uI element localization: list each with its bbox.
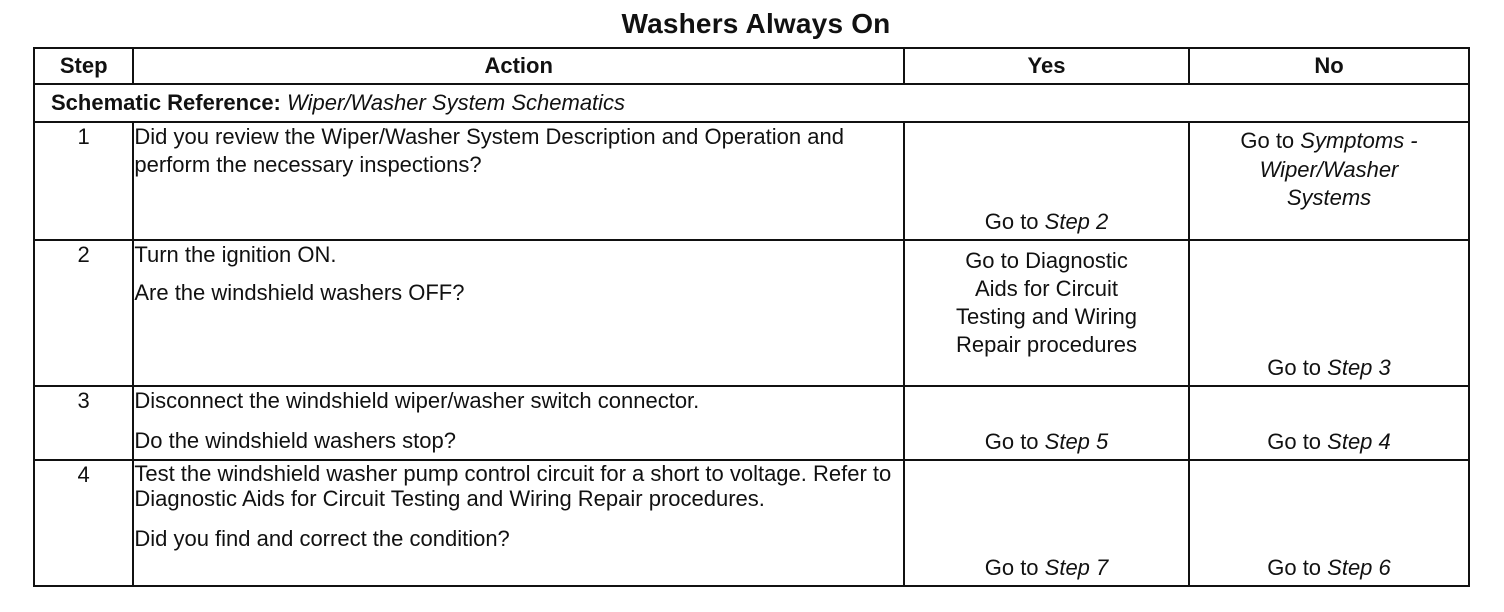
no-cell xyxy=(1189,240,1469,386)
table-row xyxy=(34,122,1469,240)
action-question: Did you find and correct the condition? xyxy=(134,525,510,551)
step-number: 4 xyxy=(34,460,133,586)
yes-cell xyxy=(904,122,1189,240)
action-question: Do the windshield washers stop? xyxy=(134,427,456,453)
step-number: 2 xyxy=(34,240,133,386)
action-text: Turn the ignition ON. xyxy=(134,242,337,267)
no-prefix: Go to xyxy=(1267,354,1328,380)
action-question: Are the windshield washers OFF? xyxy=(134,279,465,305)
no-step-ref: Step 6 xyxy=(1327,554,1391,580)
yes-step-ref: Step 7 xyxy=(1044,554,1109,580)
schematic-reference xyxy=(34,84,1469,122)
no-cell xyxy=(1189,122,1469,240)
no-prefix: Go to xyxy=(1267,428,1328,454)
yes-step-ref: Step 5 xyxy=(1044,428,1109,454)
yes-step-ref: Step 2 xyxy=(1044,208,1109,234)
yes-prefix: Go to xyxy=(984,208,1045,234)
header-step: Step xyxy=(34,48,133,84)
no-instruction xyxy=(1190,354,1468,382)
no-ref-line: Symptoms - xyxy=(1300,128,1418,153)
no-step-ref: Step 4 xyxy=(1327,428,1391,454)
action-cell xyxy=(133,386,904,460)
yes-instruction xyxy=(905,208,1188,236)
table-row xyxy=(34,240,1469,386)
yes-prefix: Go to xyxy=(984,428,1045,454)
yes-prefix: Go to xyxy=(984,554,1045,580)
no-cell xyxy=(1189,460,1469,586)
yes-instruction xyxy=(905,428,1188,456)
schematic-reference-label: Schematic Reference: xyxy=(51,90,281,116)
no-instruction xyxy=(1190,127,1468,213)
yes-instruction xyxy=(905,247,1188,360)
yes-line: Testing and Wiring xyxy=(956,304,1137,330)
no-instruction xyxy=(1190,428,1468,456)
schematic-reference-value: Wiper/Washer System Schematics xyxy=(287,90,626,116)
diagnostic-table xyxy=(33,47,1470,587)
action-text: Test the windshield washer pump control circuit for a short to voltage. Refer to Diagnostic Aids for Circuit Testing and Wiring Repair procedures. xyxy=(134,461,892,512)
step-number: 3 xyxy=(34,386,133,460)
page-title: Washers Always On xyxy=(621,8,891,39)
header-no: No xyxy=(1189,48,1469,84)
yes-cell xyxy=(904,460,1189,586)
no-prefix: Go to xyxy=(1240,128,1301,153)
no-instruction xyxy=(1190,554,1468,582)
header-row xyxy=(34,48,1469,84)
action-cell xyxy=(133,122,904,240)
no-step-ref: Step 3 xyxy=(1327,354,1391,380)
table-row xyxy=(34,460,1469,586)
yes-cell xyxy=(904,240,1189,386)
yes-line: Repair procedures xyxy=(956,332,1137,358)
yes-line: Go to Diagnostic xyxy=(965,248,1128,273)
step-number: 1 xyxy=(34,122,133,240)
no-ref-line: Wiper/Washer xyxy=(1259,156,1399,182)
schematic-reference-row xyxy=(34,84,1469,122)
header-action: Action xyxy=(133,48,904,84)
no-cell xyxy=(1189,386,1469,460)
yes-line: Aids for Circuit xyxy=(974,276,1119,302)
yes-cell xyxy=(904,386,1189,460)
action-cell xyxy=(133,460,904,586)
no-prefix: Go to xyxy=(1267,554,1328,580)
no-ref-line: Systems xyxy=(1286,185,1372,211)
action-text: Did you review the Wiper/Washer System Description and Operation and perform the necessary inspections? xyxy=(134,124,844,177)
header-yes: Yes xyxy=(904,48,1189,84)
yes-instruction xyxy=(905,554,1188,582)
action-cell xyxy=(133,240,904,386)
action-text: Disconnect the windshield wiper/washer switch connector. xyxy=(134,388,700,413)
table-row xyxy=(34,386,1469,460)
